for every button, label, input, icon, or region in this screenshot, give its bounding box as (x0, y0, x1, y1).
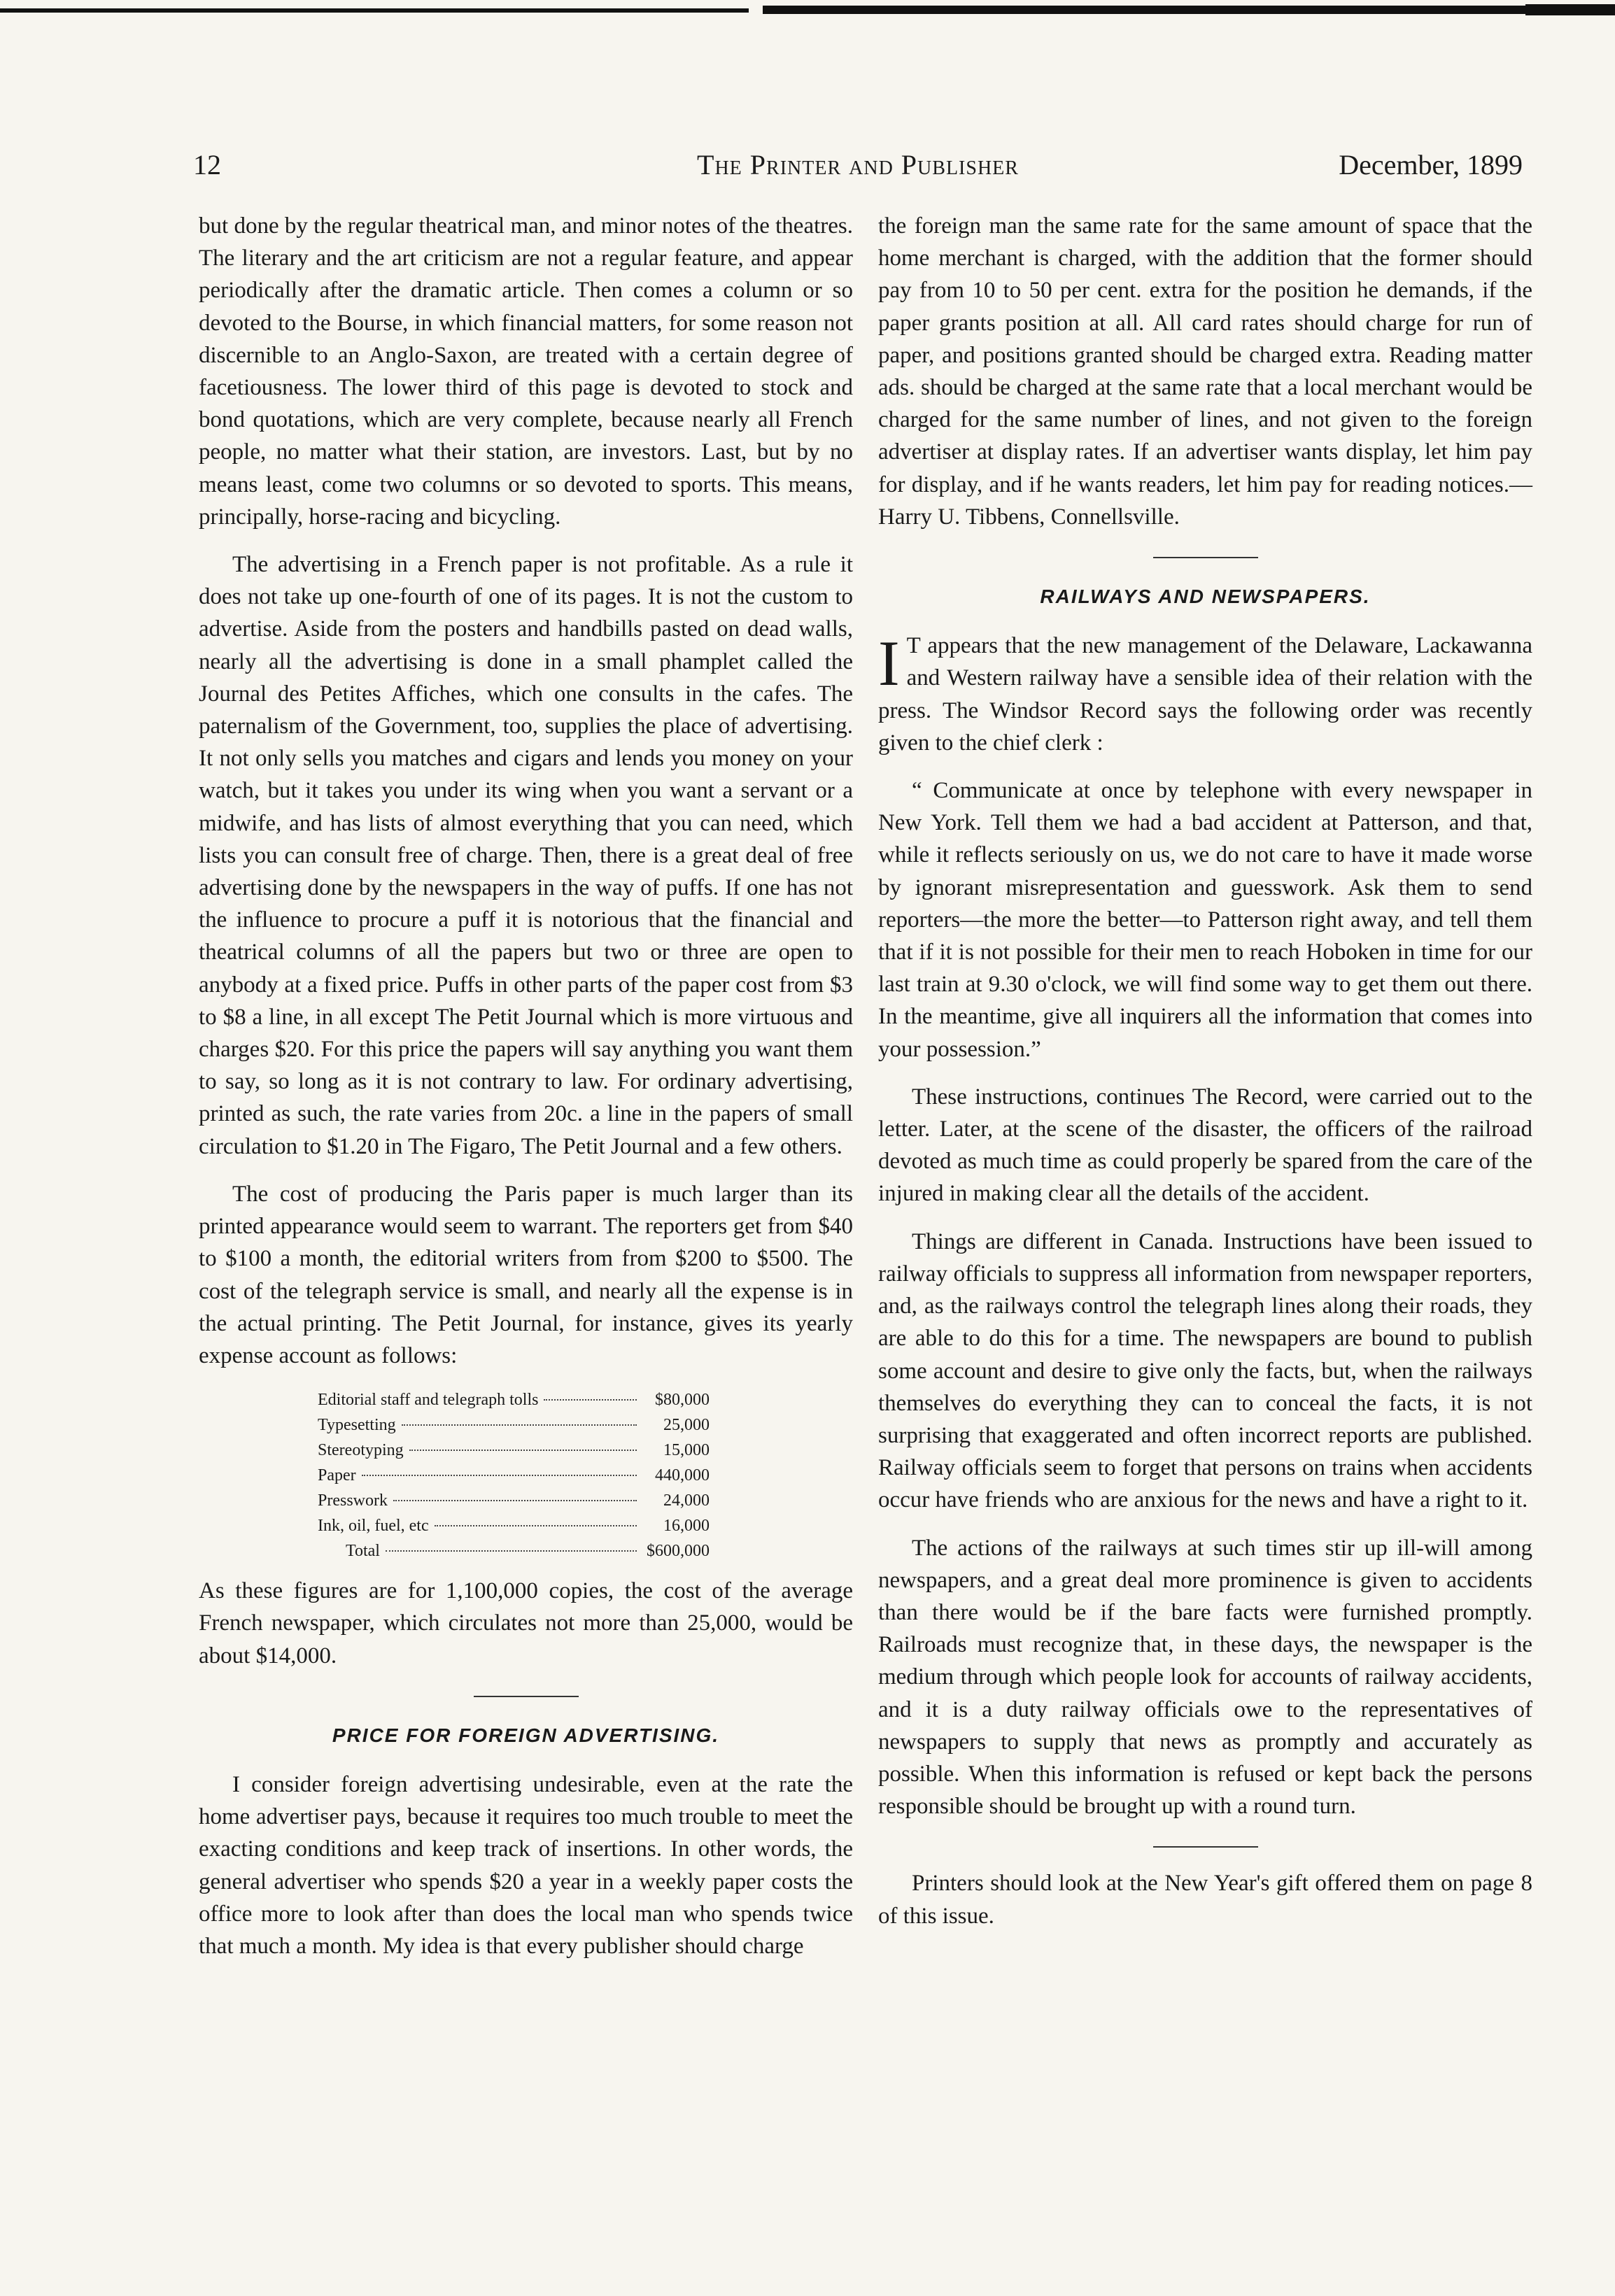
issue-date: December, 1899 (1339, 149, 1523, 180)
account-amount: 16,000 (663, 1517, 710, 1536)
paragraph-text: T appears that the new management of the Delaware, Lackawanna and Western railway have a sensible idea of their relation with the press. The Windsor Record says the following order was recently given to the chief clerk : (878, 633, 1532, 756)
paragraph: The actions of the railways at such times stir up ill-will among newspapers, and a great deal more prominence is given to accidents than there would be if the bare facts were furnished promptly. Railroads must recognize that, in these days, the newspaper is the medium through which people look for accounts of railway accidents, and it is a duty railway officials owe to the representatives of newspapers to supply that news as promptly and accurately as possible. When this information is refused or kept back the persons responsible should be brought up with a round turn. (878, 1535, 1532, 1820)
account-label: Editorial staff and telegraph tolls (318, 1391, 539, 1410)
drop-cap: I (878, 628, 900, 700)
section-divider (1153, 1846, 1258, 1848)
account-row (318, 1387, 710, 1412)
account-label: Presswork (318, 1491, 388, 1510)
paragraph: but done by the regular theatrical man, and minor notes of the theatres. The literary and the art criticism are not a regular feature, and appear periodically after the dramatic article. Then comes a column or so devoted to the Bourse, in which financial matters, for some reason not discernible to an Anglo-Saxon, are treated with a certain degree of facetiousness. The lower third of this page is devoted to stock and bond quotations, which are very complete, because nearly all French people, no matter what their station, are investors. Last, but by no means least, come two columns or so devoted to sports. This means, principally, horse-racing and bicycling. (199, 213, 853, 530)
paragraph: The cost of producing the Paris paper is much larger than its printed appearance would seem to warrant. The reporters get from $40 to $100 a month, the editorial writers from from $200 to $500. The cost of the telegraph service is small, and nearly all the expense is in the actual printing. The Petit Journal, for instance, gives its yearly expense account as follows: (199, 1181, 853, 1368)
paragraph (878, 630, 1532, 759)
account-label: Typesetting (318, 1416, 396, 1435)
account-row (318, 1412, 710, 1438)
account-total-label: Total (346, 1542, 380, 1561)
account-total-row (346, 1538, 710, 1564)
top-border-rule (0, 4, 1615, 15)
account-amount: 15,000 (663, 1441, 710, 1460)
account-amount: $80,000 (655, 1391, 710, 1410)
section-divider (474, 1696, 579, 1697)
page-header (193, 148, 1523, 190)
paragraph: Things are different in Canada. Instructions have been issued to railway officials to suppress all information from newspaper reporters, and, as the railways control the telegraph lines along their roads, they are able to do this for a time. The newspapers are bound to publish some account and desire to give only the facts, but, when the railways themselves do everything they can to conceal the facts, it is not surprising that exaggerated and often incorrect reports are published. Railway officials seem to forget that persons on trains when accidents occur have friends who are anxious for the news and have a right to it. (878, 1228, 1532, 1513)
account-row (318, 1463, 710, 1488)
paragraph: These instructions, continues The Record, were carried out to the letter. Later, at the scene of the disaster, the officers of the railroad devoted as much time as could properly be spared from the care of the injured in making clear all the details of the accident. (878, 1084, 1532, 1207)
section-heading: PRICE FOR FOREIGN ADVERTISING. (332, 1724, 720, 1746)
right-column (878, 210, 1532, 1948)
account-amount: 24,000 (663, 1491, 710, 1510)
paragraph: The advertising in a French paper is not profitable. As a rule it does not take up one-fourth of one of its pages. It is not the custom to advertise. Aside from the posters and handbills pasted on dead walls, nearly all the advertising is done in a small phamplet called the Journal des Petites Affiches, which one consults in the cafes. The paternalism of the Government, too, supplies the place of advertising. It not only sells you matches and cigars and lends you money on your watch, but it takes you under its wing when you want a servant or a midwife, and has lists of almost everything that you can need, which lists you can consult free of charge. Then, there is a great deal of free advertising done by the newspapers in the way of puffs. If one has not the influence to procure a puff it is notorious that the financial and theatrical columns of all the papers but two or three are open to anybody at a fixed price. Puffs in other parts of the paper cost from $3 to $8 a line, in all except The Petit Journal which is more virtuous and charges $20. For this price the papers will say anything you want them to say, so long as it is not contrary to law. For ordinary advertising, printed as such, the rate varies from 20c. a line in the papers of small circulation to $1.20 in The Figaro, The Petit Journal and a few others. (199, 552, 853, 1159)
account-amount: 440,000 (655, 1466, 710, 1485)
account-row (318, 1438, 710, 1463)
paragraph: As these figures are for 1,100,000 copies, the cost of the average French newspaper, which circulates not more than 25,000, would be about $14,000. (199, 1578, 853, 1668)
account-label: Ink, oil, fuel, etc (318, 1517, 429, 1536)
quoted-paragraph: “ Communicate at once by telephone with every newspaper in New York. Tell them we had a bad accident at Patterson, and that, while it reflects seriously on us, we do not care to have it made worse by ignorant misrepresentation and guesswork. Ask them to send reporters—the more the better—to Patterson right away, and tell them that if it is not possible for their men to reach Hoboken in time for our last train at 9.30 o'clock, we will find some way to get them out there. In the meantime, give all inquirers all the information that comes into your possession.” (878, 778, 1532, 1062)
account-row (318, 1488, 710, 1513)
section-heading: RAILWAYS AND NEWSPAPERS. (1040, 586, 1371, 608)
account-amount: 25,000 (663, 1416, 710, 1435)
paragraph: Printers should look at the New Year's gift offered them on page 8 of this issue. (878, 1871, 1532, 1929)
account-label: Stereotyping (318, 1441, 404, 1460)
account-total-amount: $600,000 (647, 1542, 710, 1561)
publication-title: The Printer and Publisher (697, 149, 1019, 180)
expense-account-table (318, 1387, 710, 1564)
paragraph: I consider foreign advertising undesirable, even at the rate the home advertiser pays, because it requires too much trouble to meet the exacting conditions and keep track of insertions. In other words, the general advertiser who spends $20 a year in a weekly paper costs the office more to look after than does the local man who spends twice that much a month. My idea is that every publisher should charge (199, 1771, 853, 1959)
page-number: 12 (193, 149, 221, 180)
account-label: Paper (318, 1466, 356, 1485)
paragraph: the foreign man the same rate for the same amount of space that the home merchant is charged, with the addition that the former should pay from 10 to 50 per cent. extra for the position he demands, if the paper grants position at all. All card rates should charge for run of paper, and positions granted should be charged extra. Reading matter ads. should be charged at the same rate that a local merchant would be charged for the same number of lines, and not given to the foreign advertiser at display rates. If an advertiser wants display, let him pay for display, and if he wants readers, let him pay for reading notices.—Harry U. Tibbens, Connellsville. (878, 213, 1532, 530)
section-divider (1153, 557, 1258, 558)
left-column (199, 210, 853, 1978)
account-row (318, 1513, 710, 1538)
